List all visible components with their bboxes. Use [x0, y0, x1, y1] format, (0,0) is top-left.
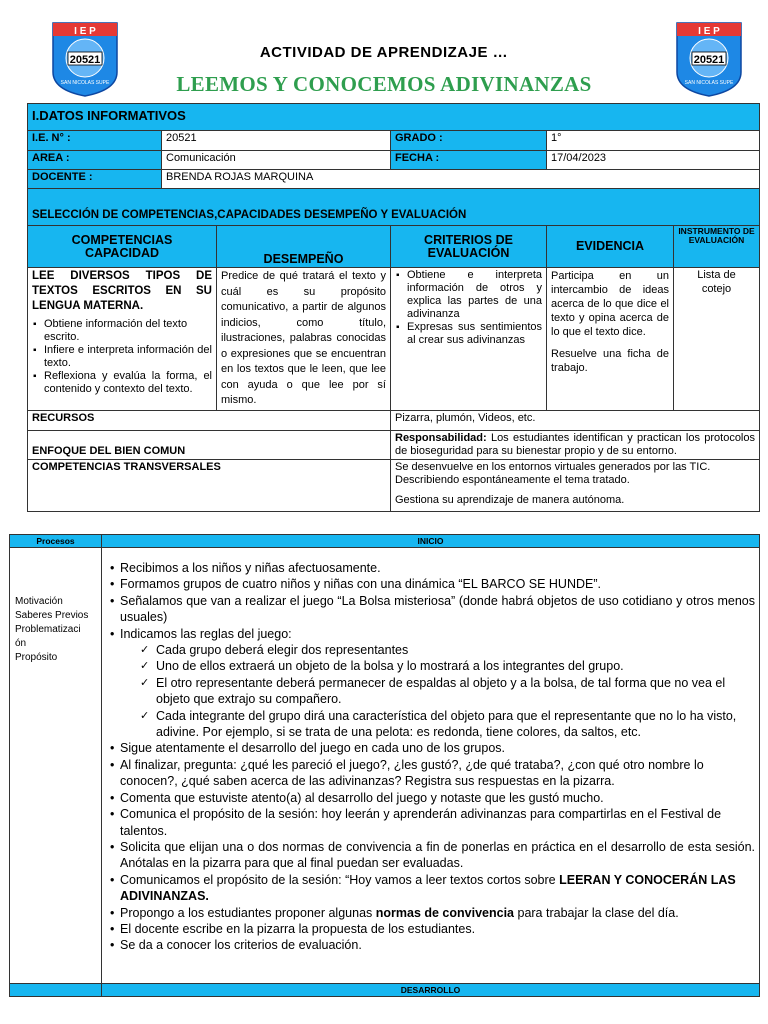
list-item: Propósito	[15, 652, 58, 663]
list-item: ▪ Expresas sus sentimientos al crear sus adivinanzas	[395, 321, 542, 347]
svg-text:20521: 20521	[693, 54, 725, 66]
criterios-list	[395, 269, 542, 347]
activity-subtitle: LEEMOS Y CONOCEMOS ADIVINANZAS	[176, 72, 592, 96]
list-item: ▪ Infiere e interpreta información del texto.	[32, 344, 212, 370]
activity-title: ACTIVIDAD DE APRENDIZAJE …	[259, 44, 509, 61]
col-criterios: CRITERIOS DE EVALUACIÓN	[391, 226, 547, 268]
svg-text:SAN NICOLAS SUPE: SAN NICOLAS SUPE	[684, 80, 734, 86]
list-item: ▪ Reflexiona y evalúa la forma, el contenido y contexto del texto.	[32, 370, 212, 396]
col-desarrollo: DESARROLLO	[102, 984, 760, 997]
fecha-label: FECHA :	[391, 151, 547, 170]
ie-label: I.E. N° :	[28, 131, 162, 151]
recursos-label: RECURSOS	[28, 411, 391, 431]
list-item: • Señalamos que van a realizar el juego “La Bolsa misteriosa” (donde habrá objetos de uso cotidiano y otros menos usuales)	[106, 593, 755, 626]
procesos-table	[9, 534, 760, 997]
inicio-list	[106, 560, 755, 954]
competencia-text: LEE DIVERSOS TIPOS DE TEXTOS ESCRITOS EN SU LENGUA MATERNA.	[32, 270, 212, 312]
svg-text:20521: 20521	[69, 54, 101, 66]
area-value: Comunicación	[162, 151, 391, 170]
seleccion-title: SELECCIÓN DE COMPETENCIAS,CAPACIDADES DESEMPEÑO Y EVALUACIÓN	[28, 189, 760, 226]
list-item: ▪ Obtiene e interpreta información de otros y explica las partes de una adivinanza	[395, 269, 542, 321]
grado-value: 1°	[547, 131, 760, 151]
criterios-cell	[391, 268, 547, 411]
docente-label: DOCENTE :	[28, 170, 162, 189]
fecha-value: 17/04/2023	[547, 151, 760, 170]
list-item: • Sigue atentamente el desarrollo del juego en cada uno de los grupos.	[106, 740, 755, 756]
section-title: I.DATOS INFORMATIVOS	[28, 104, 760, 131]
list-item: • El docente escribe en la pizarra la propuesta de los estudiantes.	[106, 921, 755, 937]
competencia-cell	[28, 268, 217, 411]
area-label: AREA :	[28, 151, 162, 170]
list-item: Problematizaci	[15, 624, 81, 635]
capacidades-list	[32, 318, 212, 396]
list-item: ✓ Uno de ellos extraerá un objeto de la bolsa y lo mostrará a los integrantes del grupo.	[140, 658, 755, 674]
list-item: ón	[15, 638, 27, 649]
list-item: • Al finalizar, pregunta: ¿qué les pareció el juego?, ¿les gustó?, ¿de qué trataba?, ¿con qué otro nombre lo conocen?, ¿qué saben acerca de las adivinanzas? Registra sus respuestas en la pizarra.	[106, 757, 755, 790]
reglas-list	[120, 642, 755, 740]
svg-text:I E P: I E P	[74, 26, 96, 37]
list-item: ✓ El otro representante deberá permanecer de espaldas al objeto y a la bolsa, de tal forma que no vea el objeto que extrajo su compañero.	[140, 675, 755, 708]
desarrollo-blank	[10, 984, 102, 997]
list-item: • Formamos grupos de cuatro niños y niñas con una dinámica “EL BARCO SE HUNDE”.	[106, 576, 755, 592]
grado-label: GRADO :	[391, 131, 547, 151]
list-item: • Comunicamos el propósito de la sesión: “Hoy vamos a leer textos cortos sobre LEERAN Y CONOCERÁN LAS ADIVINANZAS.	[106, 872, 755, 905]
ie-value: 20521	[162, 131, 391, 151]
col-competencias: COMPETENCIAS CAPACIDAD	[28, 226, 217, 268]
list-item: ▪ Obtiene información del texto escrito.	[32, 318, 212, 344]
col-desempeno: DESEMPEÑO	[217, 226, 391, 268]
inicio-content	[102, 548, 760, 984]
col-procesos: Procesos	[10, 535, 102, 548]
col-inicio: INICIO	[102, 535, 760, 548]
docente-value: BRENDA ROJAS MARQUINA	[162, 170, 760, 189]
enfoque-value: Responsabilidad: Los estudiantes identifican y practican los protocolos de bioseguridad para su bienestar propio y de su entorno.	[391, 431, 760, 460]
svg-text:I E P: I E P	[698, 26, 720, 37]
enfoque-label: ENFOQUE DEL BIEN COMUN	[28, 431, 391, 460]
evidencia-2: Resuelve una ficha de trabajo.	[551, 348, 669, 374]
col-instrumento: INSTRUMENTO DE EVALUACIÓN	[674, 226, 760, 268]
transversales-label: COMPETENCIAS TRANSVERSALES	[28, 460, 391, 512]
evidencia-cell	[547, 268, 674, 411]
list-item: • Propongo a los estudiantes proponer algunas normas de convivencia para trabajar la clase del día.	[106, 905, 755, 921]
list-item: • Indicamos las reglas del juego: ✓ Cada grupo deberá elegir dos representantes ✓ Uno de ellos extraerá un objeto de la bolsa y lo mostrará a los integrantes del grupo. ✓ El otro representante deberá permanecer de espaldas al objeto y a la bolsa, de tal forma que no vea el objeto que extrajo su compañero. ✓ Cada integrante del grupo dirá una característica del objeto para que el representante que no lo ha visto, adivine. Por ejemplo, si se trata de una pelota: es redonda, tiene colores, da saltos, etc.	[106, 626, 755, 741]
list-item: Saberes Previos	[15, 610, 89, 621]
col-evidencia: EVIDENCIA	[547, 226, 674, 268]
evidencia-1: Participa en un intercambio de ideas acerca de lo que dice el texto y opina acerca de lo que el texto dice.	[551, 270, 669, 338]
recursos-value: Pizarra, plumón, Videos, etc.	[391, 411, 760, 431]
list-item: • Solicita que elijan una o dos normas de convivencia a fin de ponerlas en práctica en el desarrollo de esta sesión. Anótalas en la pizarra para que al final puedan ser evaluadas.	[106, 839, 755, 872]
instrumento-value: Lista de cotejo	[674, 268, 760, 411]
list-item: • Se da a conocer los criterios de evaluación.	[106, 937, 755, 953]
svg-text:SAN NICOLAS SUPE: SAN NICOLAS SUPE	[60, 80, 110, 86]
transversales-value: Se desenvuelve en los entornos virtuales generados por las TIC. Describiendo espontáneamente el tema tratado. Gestiona su aprendizaje de manera autónoma.	[391, 460, 760, 512]
list-item: ✓ Cada integrante del grupo dirá una característica del objeto para que el representante que no lo ha visto, adivine. Por ejemplo, si se trata de una pelota: es redonda, tiene colores, da saltos, etc.	[140, 708, 755, 741]
list-item: • Comenta que estuviste atento(a) al desarrollo del juego y notaste que les gustó mucho.	[106, 790, 755, 806]
list-item: • Comunica el propósito de la sesión: hoy leerán y aprenderán adivinanzas para compartirlas en el Festival de talentos.	[106, 806, 755, 839]
datos-informativos-table	[27, 103, 760, 512]
list-item: Motivación	[15, 596, 63, 607]
list-item: • Recibimos a los niños y niñas afectuosamente.	[106, 560, 755, 576]
procesos-list	[10, 548, 102, 984]
list-item: ✓ Cada grupo deberá elegir dos representantes	[140, 642, 755, 658]
desempeno-text: Predice de qué tratará el texto y cuál es su propósito comunicativo, a partir de algunos indicios, como título, ilustraciones, palabras conocidas o expresiones que se encuentran en los textos que le leen, que lee con ayuda o que lee por sí mismo.	[217, 268, 391, 411]
